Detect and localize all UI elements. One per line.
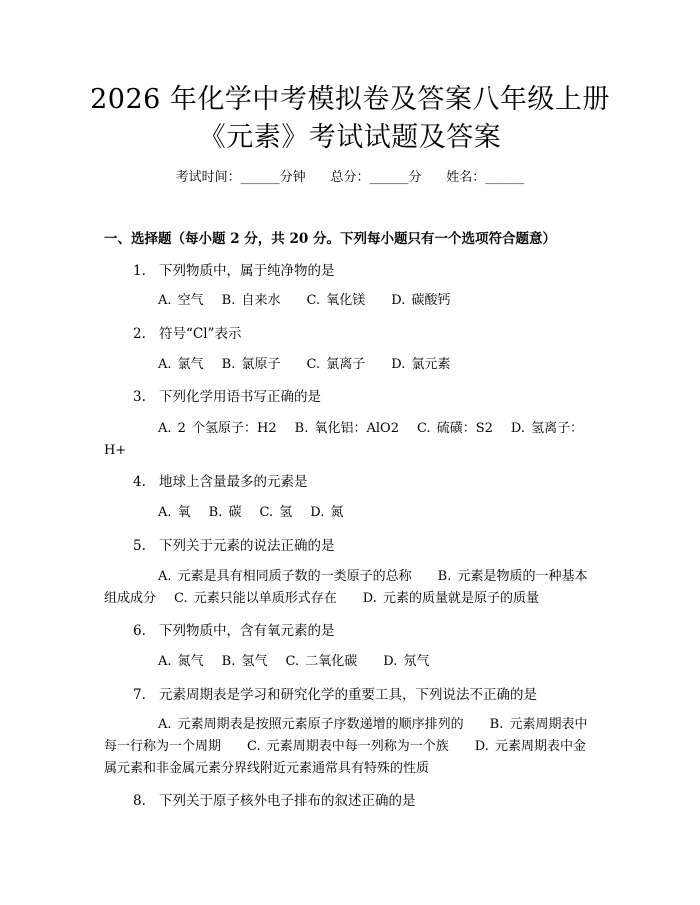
question-7 [133,685,537,705]
option-c: C. 氢 [259,505,293,520]
option-d: D. 碳酸钙 [391,293,451,308]
question-stem: 下列关于原子核外电子排布的叙述正确的是 [159,793,416,809]
option-b: B. 元素周期表中每一行称为一个周期 [104,717,588,754]
option-b: B. 自来水 [221,293,281,308]
question-number: 6. [133,623,146,639]
name-field: 姓名：______ [446,170,525,185]
option-b: B. 碳 [208,505,242,520]
option-a: A. 元素周期表是按照元素原子序数递增的顺序排列的 [158,717,464,732]
option-d: D. 元素周期表中金属元素和非金属元素分界线附近元素通常具有特殊的性质 [104,739,586,776]
option-b: B. 氯原子 [221,357,281,372]
question-7-options [104,714,594,780]
question-5 [133,536,335,556]
option-c: C. 氧化镁 [306,293,366,308]
question-stem: 下列化学用语书写正确的是 [159,389,321,405]
option-a: A. 氮气 [158,654,204,669]
question-2-options [104,354,594,376]
question-6-options [104,651,594,673]
option-b: B. 氢气 [221,654,268,669]
question-2 [133,324,241,344]
option-a: A. 氧 [158,505,191,520]
question-4-options [104,502,594,524]
question-stem: 下列物质中，属于纯净物的是 [159,263,335,279]
option-c: C. 元素只能以单质形式存在 [174,591,337,606]
question-stem: 下列物质中，含有氧元素的是 [159,623,335,639]
option-c: C. 氯离子 [306,357,366,372]
question-stem: 下列关于元素的说法正确的是 [159,538,335,554]
question-1-options [104,290,594,312]
question-stem: 符号“Cl”表示 [159,326,242,342]
question-stem: 地球上含量最多的元素是 [159,474,308,490]
question-number: 8. [133,793,146,809]
question-number: 1. [133,263,146,279]
option-b: B. 氧化铝：AlO2 [294,421,399,436]
question-stem: 元素周期表是学习和研究化学的重要工具，下列说法不正确的是 [159,687,537,703]
exam-title-line-2: 《元素》考试试题及答案 [198,122,502,153]
question-number: 5. [133,538,146,554]
question-5-options [104,566,594,610]
question-number: 4. [133,474,146,490]
option-d: D. 氯元素 [391,357,451,372]
exam-time-field: 考试时间：______分钟 [175,170,306,185]
section-heading: 一、选择题（每小题 2 分，共 20 分。下列每小题只有一个选项符合题意） [104,231,556,247]
option-d: D. 氖气 [383,654,430,669]
question-number: 3. [133,389,146,405]
question-1 [133,261,335,281]
exam-title-line-1: 2026 年化学中考模拟卷及答案八年级上册 [90,84,610,115]
question-8 [133,791,416,811]
option-b: B. 元素是物质的一种基本组成成分 [104,569,588,606]
option-a: A. 元素是具有相同质子数的一类原子的总称 [158,569,412,584]
option-a: A. 氯气 [158,357,204,372]
option-d: D. 氮 [310,505,344,520]
question-3-options [104,418,594,462]
exam-meta [0,168,700,188]
option-a: A. 空气 [158,293,204,308]
question-6 [133,621,335,641]
option-c: C. 硫磺：S2 [416,421,493,436]
question-3 [133,387,321,407]
question-number: 2. [133,326,146,342]
option-c: C. 元素周期表中每一列称为一个族 [247,739,449,754]
total-score-field: 总分：______分 [330,170,422,185]
question-number: 7. [133,687,146,703]
option-d: D. 元素的质量就是原子的质量 [362,591,539,606]
question-4 [133,472,308,492]
option-c: C. 二氧化碳 [285,654,358,669]
option-d: D. 氢离子：H+ [104,421,584,458]
option-a: A. 2 个氢原子：H2 [158,421,277,436]
